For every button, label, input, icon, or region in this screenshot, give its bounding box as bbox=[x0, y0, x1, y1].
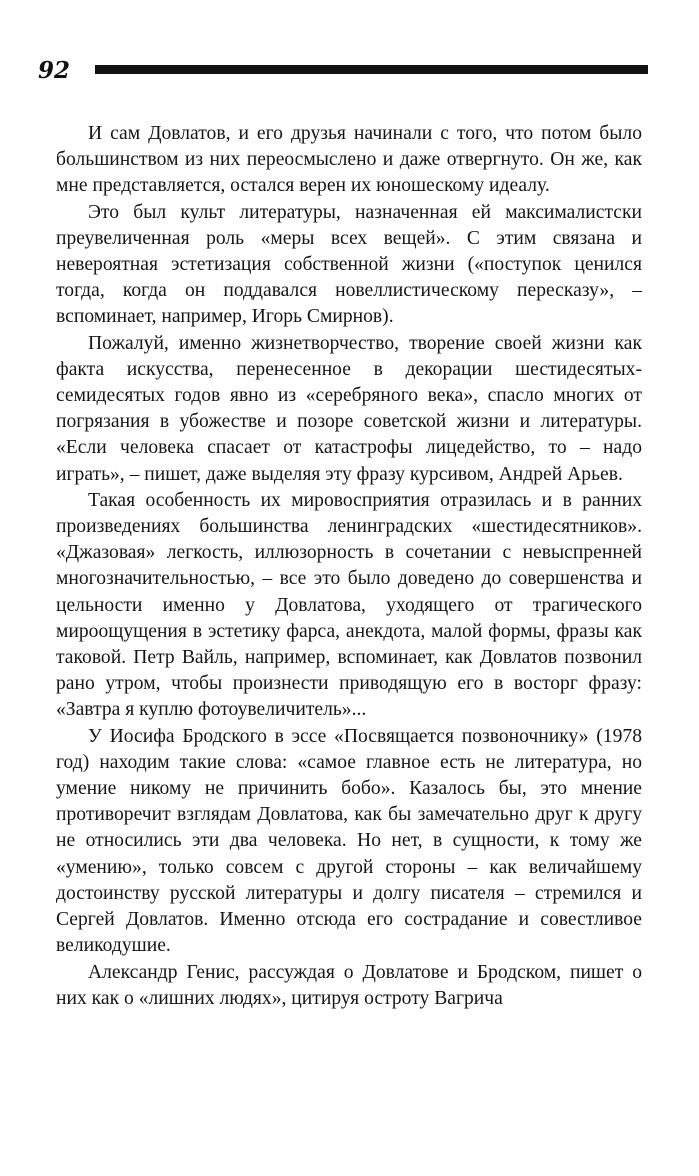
page-header bbox=[38, 58, 648, 88]
body-text bbox=[56, 121, 642, 1012]
paragraph: У Иосифа Бродского в эссе «Посвящается позвоночнику» (1978 год) находим такие слова: «самое главное есть не литература, но умение никому не причинить бобо». Казалось бы, это мнение противоречит взглядам Довлатова, как бы замечательно друг к другу не относились эти два человека. Но нет, в сущности, к тому же «умению», только совсем с другой стороны – как величайшему достоинству русской литературы и долгу писателя – стремился и Сергей Довлатов. Именно отсюда его сострадание и совестливое великодушие. bbox=[56, 725, 642, 957]
paragraph: Это был культ литературы, назначенная ей максималистски преувеличенная роль «меры всех вещей». С этим связана и невероятная эстетизация собственной жизни («поступок ценился тогда, когда он поддавался новеллистическому пересказу», – вспоминает, например, Игорь Смирнов). bbox=[56, 201, 642, 328]
header-rule bbox=[95, 65, 648, 74]
paragraph: И сам Довлатов, и его друзья начинали с того, что потом было большинством из них переосмыслено и даже отвергнуто. Он же, как мне представляется, остался верен их юношескому идеалу. bbox=[56, 123, 642, 197]
paragraph: Александр Генис, рассуждая о Довлатове и Бродском, пишет о них как о «лишних людях», цитируя остроту Вагрича bbox=[56, 961, 642, 1009]
paragraph: Пожалуй, именно жизнетворчество, творение своей жизни как факта искусства, перенесенное в декорации шестидесятых-семидесятых годов явно из «серебряного века», спасло многих от погрязания в убожестве и позоре советской жизни и литературы. «Если человека спасает от катастрофы лицедейство, то – надо играть», – пишет, даже выделяя эту фразу курсивом, Андрей Арьев. bbox=[56, 332, 642, 485]
paragraph: Такая особенность их мировосприятия отразилась и в ранних произведениях большинства ленинградских «шестидесятников». «Джазовая» легкость, иллюзорность в сочетании с невыспренней многозначительностью, – все это было доведено до совершенства и цельности именно у Довлатова, уходящего от трагического мироощущения в эстетику фарса, анекдота, малой формы, фразы как таковой. Петр Вайль, например, вспоминает, как Довлатов позвонил рано утром, чтобы произнести приводящую его в восторг фразу: «Завтра я куплю фотоувеличитель»... bbox=[56, 489, 642, 721]
page-number: 92 bbox=[38, 57, 71, 84]
